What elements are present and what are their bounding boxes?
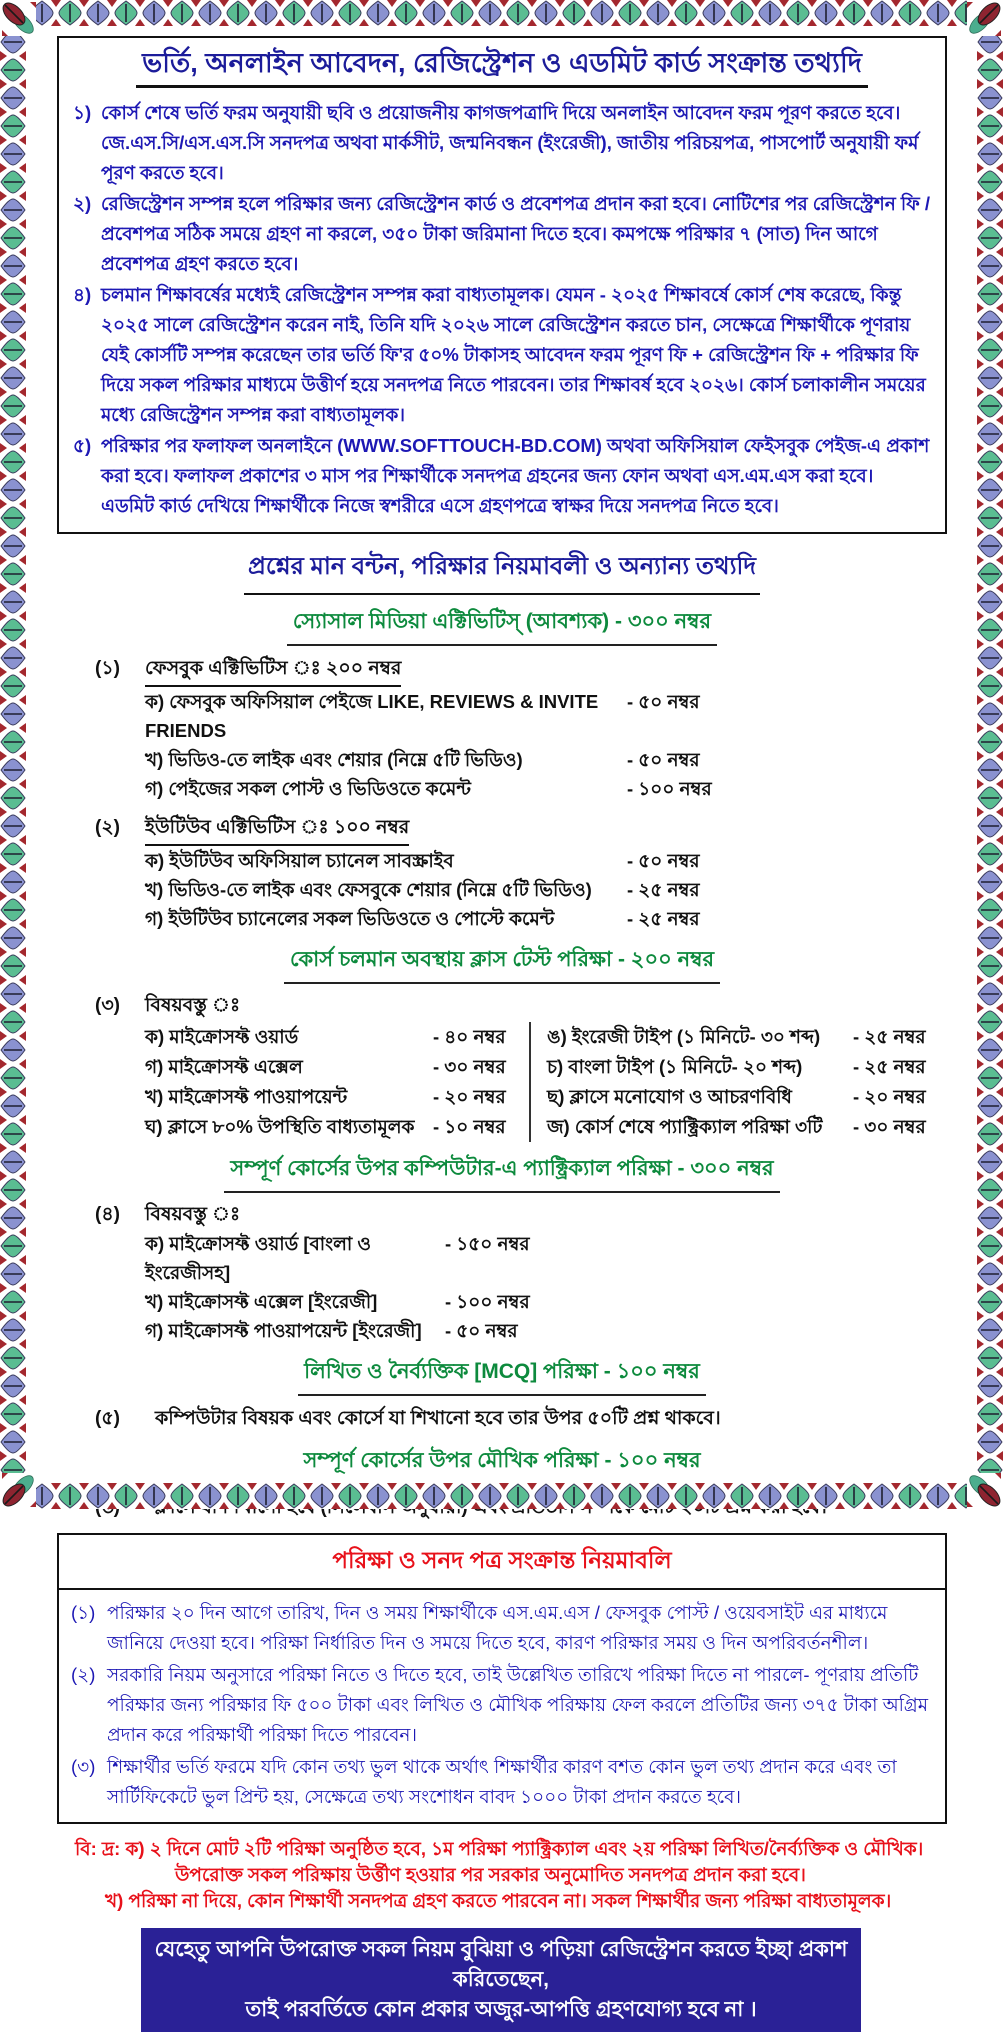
row-mark: - ২০ নম্বর [433, 1086, 506, 1108]
group-title: ইউটিউব এক্টিভিটিস ঃ ১০০ নম্বর [145, 813, 409, 846]
declaration-line: তাই পরবর্তিতে কোন প্রকার অজুর-আপত্তি গ্রহণযোগ্য হবে না । [245, 1998, 757, 2022]
mark-row [145, 1287, 947, 1316]
border-pattern-top [0, 0, 1003, 26]
rule-text: পরিক্ষার ২০ দিন আগে তারিখ, দিন ও সময় শিক্ষার্থীকে এস.এম.এস / ফেসবুক পোস্ট / ওয়েবসাইট এর মাধ্যমে জানিয়ে দেওয়া হবে। পরিক্ষা নির্ধারিত দিন ও সময়ে দিতে হবে, কারণ পরিক্ষার সময় ও দিন অপরিবর্তনশীল। [107, 1602, 888, 1654]
item-text: কোর্স শেষে ভর্তি ফরম অনুযায়ী ছবি ও প্রয়োজনীয় কাগজপত্রাদি দিয়ে অনলাইন আবেদন ফরম পূরণ করতে হবে। জে.এস.সি/এস.এস.সি সনদপত্র অথবা মার্কসীট, জন্মনিবন্ধন (ইংরেজী), জাতীয় পরিচয়পত্র, পাসপোর্ট অনুযায়ী ফর্ম পূরণ করতে হবে। [101, 102, 919, 184]
row-mark: - ১০০ নম্বর [627, 778, 712, 800]
row-mark: - ২৫ নম্বর [627, 908, 700, 930]
row-text: চ) বাংলা টাইপ (১ মিনিটে- ২০ শব্দ) [547, 1056, 803, 1078]
row-text: ঙ) ইংরেজী টাইপ (১ মিনিটে- ৩০ শব্দ) [547, 1026, 821, 1048]
row-text: কম্পিউটার বিষয়ক এবং কোর্সে যা শিখানো হবে তার উপর ৫০টি প্রশ্ন থাকবে। [155, 1408, 721, 1430]
rule-item [71, 1752, 933, 1812]
item-number: ২) [73, 193, 92, 215]
mark-row [547, 1082, 947, 1112]
rule-number: (২) [71, 1664, 96, 1686]
item-text: চলমান শিক্ষাবর্ষের মধ্যেই রেজিস্ট্রেশন সম্পন্ন করা বাধ্যতামূলক। যেমন - ২০২৫ শিক্ষাবর্ষে কোর্স শেষ করেছে, কিন্তু ২০২৫ সালে রেজিস্ট্রেশন করেন নাই, তিনি যদি ২০২৬ সালে রেজিস্ট্রেশন করতে চান, সেক্ষেত্রে শিক্ষার্থীকে পূণরায় যেই কোর্সটি সম্পন্ন করেছেন তার ভর্তি ফি'র ৫০% টাকাসহ আবেদন ফরম পূরণ ফি + রেজিস্ট্রেশন ফি + পরিক্ষার ফি দিয়ে সকল পরিক্ষার মাধ্যমে উত্তীর্ণ হয়ে সনদপত্র নিতে পারবেন। তার শিক্ষাবর্ষ হবে ২০২৬। কোর্স চলাকালীন সময়ের মধ্যে রেজিস্ট্রেশন সম্পন্ন করা বাধ্যতামূলক। [101, 284, 926, 426]
mcq-exam-header [57, 1355, 947, 1396]
group-heading [95, 813, 947, 846]
group-number: (৫) [95, 1408, 120, 1430]
group-number: (৩) [95, 995, 121, 1017]
practical-exam-header-text: সম্পূর্ণ কোর্সের উপর কম্পিউটার-এ প্যাক্ট্রিক্যাল পরিক্ষা - ৩০০ নম্বর [224, 1152, 779, 1193]
mark-row [145, 687, 947, 745]
declaration-line: যেহেতু আপনি উপরোক্ত সকল নিয়ম বুঝিয়া ও পড়িয়া রেজিস্ট্রেশন করতে ইচ্ছা প্রকাশ করিতেছেন, [154, 1938, 848, 1992]
row-text: গ) মাইক্রোসফ্ট এক্সেল [145, 1056, 303, 1078]
rules-box-body [59, 1590, 945, 1822]
document-content [57, 36, 947, 2032]
rule-item [71, 1660, 933, 1750]
practical-exam-header [57, 1152, 947, 1193]
corner-leaf-icon [0, 1473, 36, 1509]
admission-info-box [57, 36, 947, 534]
mark-row [145, 774, 947, 803]
mark-row [145, 846, 947, 875]
group-heading [95, 654, 947, 687]
row-mark: - ৩০ নম্বর [853, 1116, 926, 1138]
rule-item [71, 1598, 933, 1658]
main-title-text: ভর্তি, অনলাইন আবেদন, রেজিস্ট্রেশন ও এডমিট কার্ড সংক্রান্ত তথ্যদি [136, 48, 868, 88]
list-item [73, 98, 931, 188]
group-number: (১) [95, 658, 120, 680]
row-text: খ) মাইক্রোসফ্ট পাওয়াপয়েন্ট [145, 1086, 348, 1108]
row-text: ক) ফেসবুক অফিসিয়াল পেইজে LIKE, REVIEWS & INVITE FRIENDS [145, 691, 599, 742]
corner-leaf-icon [967, 0, 1003, 36]
mark-row [145, 745, 947, 774]
main-title [73, 48, 931, 88]
row-mark: - ১০০ নম্বর [445, 1291, 530, 1313]
border-pattern-right [977, 0, 1003, 1509]
mark-row [145, 1022, 513, 1052]
row-mark: - ২৫ নম্বর [627, 879, 700, 901]
row-text: গ) পেইজের সকল পোস্ট ও ভিডিওতে কমেন্ট [145, 778, 471, 800]
row-mark: - ৫০ নম্বর [627, 691, 700, 713]
group-title: বিষয়বস্তু ঃ [145, 1204, 241, 1226]
note-line: বি: দ্র: ক) ২ দিনে মোট ২টি পরিক্ষা অনুষ্ঠিত হবে, ১ম পরিক্ষা প্যাক্ট্রিক্যাল এবং ২য় পরিক্ষা লিখিত/নৈর্ব্যক্তিক ও মৌখিক। [75, 1838, 924, 1860]
item-text: পরিক্ষার পর ফলাফল অনলাইনে (WWW.SOFTTOUCH-BD.COM) অথবা অফিসিয়াল ফেইসবুক পেইজ-এ প্রকাশ করা হবে। ফলাফল প্রকাশের ৩ মাস পর শিক্ষার্থীকে সনদপত্র গ্রহনের জন্য ফোন অথবা এস.এম.এস করা হবে। এডমিট কার্ড দেখিয়ে শিক্ষার্থীকে নিজে স্বশরীরে এসে গ্রহণপত্রে স্বাক্ষর দিয়ে সনদপত্র নিতে হবে। [101, 435, 930, 517]
rules-box-title: পরিক্ষা ও সনদ পত্র সংক্রান্ত নিয়মাবলি [59, 1535, 945, 1590]
row-text: ছ) ক্লাসে মনোযোগ ও আচরণবিধি [547, 1086, 792, 1108]
practical-subject-heading [95, 1201, 947, 1229]
group-title: বিষয়বস্তু ঃ [145, 995, 241, 1017]
row-text: গ) মাইক্রোসফ্ট পাওয়াপয়েন্ট [ইংরেজী] [145, 1320, 422, 1342]
row-mark: - ৫০ নম্বর [445, 1320, 518, 1342]
social-media-header-text: স্যোসাল মিডিয়া এক্টিভিটিস্ (আবশ্যক) - ৩০০ নম্বর [287, 605, 717, 646]
note-line: উপরোক্ত সকল পরিক্ষায় উর্ত্তীণ হওয়ার পর সরকার অনুমোদিত সনদপত্র প্রদান করা হবে। [175, 1864, 806, 1886]
list-item [73, 431, 931, 521]
item-text: রেজিস্ট্রেশন সম্পন্ন হলে পরিক্ষার জন্য রেজিস্ট্রেশন কার্ড ও প্রবেশপত্র প্রদান করা হবে। নোটিশের পর রেজিস্ট্রেশন ফি / প্রবেশপত্র সঠিক সময়ে গ্রহণ না করলে, ৩৫০ টাকা জরিমানা দিতে হবে। কমপক্ষে পরিক্ষার ৭ (সাত) দিন আগে প্রবেশপত্র গ্রহণ করতে হবে। [101, 193, 931, 275]
class-test-columns [145, 1022, 947, 1142]
item-number: ৫) [73, 435, 92, 457]
group-number: (২) [95, 817, 121, 839]
corner-leaf-icon [967, 1473, 1003, 1509]
row-text: ঘ) ক্লাসে ৮০% উপস্থিতি বাধ্যতামূলক [145, 1116, 415, 1138]
facebook-activities-group [95, 654, 947, 803]
mark-row [547, 1052, 947, 1082]
row-text: খ) ভিডিও-তে লাইক এবং শেয়ার (নিম্নে ৫টি ভিডিও) [145, 749, 523, 771]
viva-exam-header-text: সম্পূর্ণ কোর্সের উপর মৌখিক পরিক্ষা - ১০০ নম্বর [297, 1444, 706, 1485]
item-number: ১) [73, 102, 92, 124]
row-mark: - ৫০ নম্বর [627, 850, 700, 872]
row-mark: - ৪০ নম্বর [433, 1026, 506, 1048]
social-media-header [57, 605, 947, 646]
mark-row [145, 1052, 513, 1082]
youtube-activities-group [95, 813, 947, 933]
list-item [73, 280, 931, 430]
row-mark: - ১০ নম্বর [433, 1116, 506, 1138]
row-text: গ) ইউটিউব চ্যানেলের সকল ভিডিওতে ও পোস্টে কমেন্ট [145, 908, 555, 930]
mark-row [145, 1229, 947, 1287]
border-pattern-bottom [0, 1483, 1003, 1509]
class-test-subject-heading [95, 992, 947, 1020]
row-mark: - ২০ নম্বর [853, 1086, 926, 1108]
exam-certificate-rules-box [57, 1533, 947, 1824]
declaration-box [141, 1928, 861, 2032]
class-test-header [57, 943, 947, 984]
class-test-header-text: কোর্স চলমান অবস্থায় ক্লাস টেস্ট পরিক্ষা - ২০০ নম্বর [284, 943, 720, 984]
row-text: খ) মাইক্রোসফ্ট এক্সেল [ইংরেজী] [145, 1291, 378, 1313]
mark-row [145, 1082, 513, 1112]
mark-row [547, 1112, 947, 1142]
rule-number: (৩) [71, 1756, 96, 1778]
column-divider [529, 1022, 531, 1142]
row-text: ক) মাইক্রোসফ্ট ওয়ার্ড [বাংলা ও ইংরেজীসহ] [145, 1233, 372, 1284]
mcq-detail-line [95, 1404, 947, 1434]
section-title [57, 548, 947, 595]
row-mark: - ৫০ নম্বর [627, 749, 700, 771]
row-mark: - ৩০ নম্বর [433, 1056, 506, 1078]
row-text: খ) ভিডিও-তে লাইক এবং ফেসবুকে শেয়ার (নিম্নে ৫টি ভিডিও) [145, 879, 592, 901]
group-number: (৪) [95, 1204, 120, 1226]
row-text: ক) ইউটিউব অফিসিয়াল চ্যানেল সাবস্ক্রাইব [145, 850, 454, 872]
corner-leaf-icon [0, 0, 36, 36]
section-title-text: প্রশ্নের মান বন্টন, পরিক্ষার নিয়মাবলী ও অন্যান্য তথ্যদি [244, 548, 760, 595]
row-text: ক) মাইক্রোসফ্ট ওয়ার্ড [145, 1026, 299, 1048]
practical-rows [95, 1229, 947, 1345]
viva-exam-header [57, 1444, 947, 1485]
list-item [73, 189, 931, 279]
border-pattern-left [0, 0, 26, 1509]
group-title: ফেসবুক এক্টিভিটিস ঃ ২০০ নম্বর [145, 654, 401, 687]
row-mark: - ২৫ নম্বর [853, 1056, 926, 1078]
mark-row [547, 1022, 947, 1052]
mark-row [145, 904, 947, 933]
row-mark: - ১৫০ নম্বর [445, 1233, 530, 1255]
note-line: খ) পরিক্ষা না দিয়ে, কোন শিক্ষার্থী সনদপত্র গ্রহণ করতে পারবেন না। সকল শিক্ষার্থীর জন্য পরিক্ষা বাধ্যতামূলক। [105, 1890, 892, 1912]
special-notes [57, 1836, 947, 1914]
rule-number: (১) [71, 1602, 96, 1624]
mark-row [145, 875, 947, 904]
row-text: জ) কোর্স শেষে প্যাক্ট্রিক্যাল পরিক্ষা ৩টি [547, 1116, 823, 1138]
mcq-exam-header-text: লিখিত ও নৈর্ব্যক্তিক [MCQ] পরিক্ষা - ১০০ নম্বর [298, 1355, 706, 1396]
mark-row [145, 1112, 513, 1142]
rule-text: শিক্ষার্থীর ভর্তি ফরমে যদি কোন তথ্য ভুল থাকে অর্থাৎ শিক্ষার্থীর কারণ বশত কোন ভুল তথ্য প্রদান করে এবং তা সার্টিফিকেটে ভুল প্রিন্ট হয়, সেক্ষেত্রে তথ্য সংশোধন বাবদ ১০০০ টাকা প্রদান করতে হবে। [107, 1756, 897, 1808]
class-test-left-column [145, 1022, 513, 1142]
class-test-right-column [547, 1022, 947, 1142]
rule-text: সরকারি নিয়ম অনুসারে পরিক্ষা নিতে ও দিতে হবে, তাই উল্লেখিত তারিখে পরিক্ষা দিতে না পারলে- পূণরায় প্রতিটি পরিক্ষার জন্য পরিক্ষার ফি ৫০০ টাকা এবং লিখিত ও মৌখিক পরিক্ষায় ফেল করলে প্রতিটির জন্য ৩৭৫ টাকা অগ্রিম প্রদান করে পরিক্ষার্থী পরিক্ষা দিতে পারবেন। [107, 1664, 929, 1746]
mark-row [145, 1316, 947, 1345]
row-mark: - ২৫ নম্বর [853, 1026, 926, 1048]
item-number: ৪) [73, 284, 92, 306]
